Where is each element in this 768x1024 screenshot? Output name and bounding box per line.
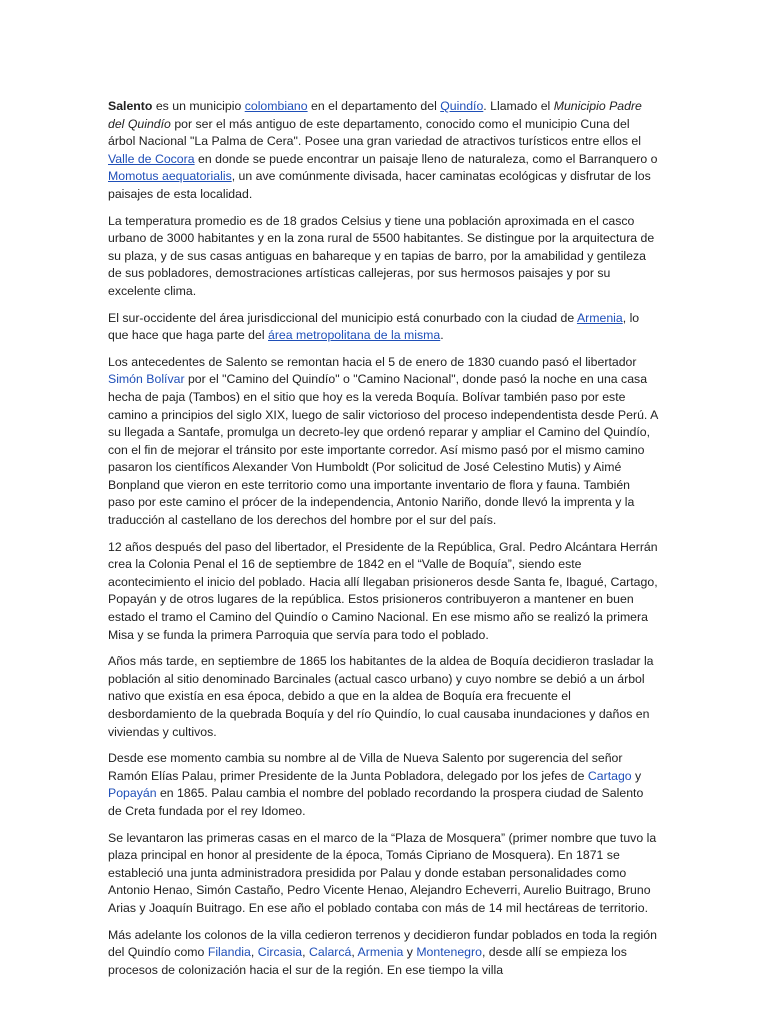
inline-link[interactable]: Quindío bbox=[440, 99, 484, 113]
text-run: Más adelante los colonos de la villa cedieron terrenos y decidieron fundar poblados en toda la región del Quindío como bbox=[108, 927, 657, 960]
bold-text: Salento bbox=[108, 99, 153, 113]
text-run: . bbox=[440, 328, 444, 343]
text-run: en el departamento del bbox=[307, 99, 441, 113]
inline-link[interactable]: colombiano bbox=[244, 99, 308, 113]
text-run: en 1865. Palau cambia el nombre del poblado recordando la prospera ciudad de Salento de Creta fundada por el rey Idomeo. bbox=[108, 786, 644, 818]
text-run: por ser el más antiguo de este departamento, conocido como el municipio Cuna del árbol Nacional "La Palma de Cera". Posee una gran variedad de atractivos turísticos entre ellos el bbox=[108, 116, 642, 149]
paragraph bbox=[108, 830, 658, 918]
text-run: , bbox=[302, 945, 309, 960]
text-run: y bbox=[631, 768, 642, 783]
text-run: Los antecedentes de Salento se remontan hacia el 5 de enero de 1830 cuando pasó el libertador bbox=[108, 354, 637, 369]
text-run: , bbox=[250, 945, 258, 960]
inline-link[interactable]: Momotus aequatorialis bbox=[108, 169, 232, 184]
inline-link[interactable]: Circasia bbox=[257, 945, 303, 960]
inline-link[interactable]: Valle de Cocora bbox=[108, 151, 195, 166]
text-run: Desde ese momento cambia su nombre al de Villa de Nueva Salento por sugerencia del señor Ramón Elías Palau, primer Presidente de la Junta Pobladora, delegado por los jefes de bbox=[108, 751, 623, 783]
text-run: Años más tarde, en septiembre de 1865 los habitantes de la aldea de Boquía decidieron trasladar la población al sitio denominado Barcinales (actual casco urbano) y cuyo nombre se debió a un árbol nativo que existía en esa época, debido a que en la aldea de Boquía era frecuente el desbordamiento de la quebrada Boquía y del río Quindío, lo cual causaba inundaciones y daños en viviendas y cultivos. bbox=[108, 654, 654, 739]
text-run: , desde allí se empieza los procesos de colonización hacia el sur de la región. En ese tiempo la villa bbox=[108, 945, 627, 977]
italic-text: Municipio Padre del Quindío bbox=[108, 99, 642, 131]
inline-link[interactable]: área metropolitana de la misma bbox=[268, 328, 441, 343]
text-run: El sur-occidente del área jurisdiccional del municipio está conurbado con la ciudad de bbox=[108, 310, 577, 325]
text-run: es un municipio bbox=[152, 99, 245, 113]
paragraph bbox=[108, 98, 658, 204]
paragraph bbox=[108, 653, 658, 741]
inline-link[interactable]: Armenia bbox=[576, 310, 623, 325]
text-run: La temperatura promedio es de 18 grados Celsius y tiene una población aproximada en el casco urbano de 3000 habitantes y en la zona rural de 5500 habitantes. Se distingue por la arquitectura de su plaza, y de sus casas antiguas en bahareque y en tapias de barro, por la amabilidad y gentileza de sus pobladores, demostraciones artísticas callejeras, por sus hermosos paisajes y por su excelente clima. bbox=[108, 213, 655, 298]
text-run: . Llamado el bbox=[483, 99, 554, 113]
inline-link[interactable]: Simón Bolívar bbox=[108, 372, 185, 387]
inline-link[interactable]: Cartago bbox=[587, 768, 632, 783]
paragraph bbox=[108, 213, 658, 301]
text-run: por el "Camino del Quindío" o "Camino Nacional", donde pasó la noche en una casa hecha de paja (Tambos) en el sitio que hoy es la vereda Boquía. Bolívar también paso por este camino a principios del siglo XIX, luego de salir victorioso del proceso independentista desde Perú. A su llegada a Santafe, promulga un decreto-ley que ordenó reparar y ampliar el Camino del Quindío, con el fin de mejorar el tránsito por este importante corredor. Así mismo pasó por el mismo camino pasaron los científicos Alexander Von Humboldt (Por solicitud de José Celestino Mutis) y Aimé Bonpland que vieron en este territorio como una importante inventario de flora y fauna. También paso por este camino el prócer de la independencia, Antonio Nariño, donde llevó la imprenta y la traducción al castellano de los derechos del hombre por el sur del país. bbox=[108, 372, 658, 528]
text-run: 12 años después del paso del libertador, el Presidente de la República, Gral. Pedro Alcántara Herrán crea la Colonia Penal el 16 de septiembre de 1842 en el “Valle de Boquía”, siendo este acontecimiento el inicio del poblado. Hacia allí llegaban prisioneros desde Santa fe, Ibagué, Cartago, Popayán y de otros lugares de la república. Estos prisioneros contribuyeron a mantener en buen estado el tramo el Camino del Quindío o Camino Nacional. En ese mismo año se realizó la primera Misa y se funda la primera Parroquia que servía para todo el poblado. bbox=[108, 539, 658, 642]
text-run: , bbox=[351, 945, 358, 960]
text-run: , un ave comúnmente divisada, hacer caminatas ecológicas y disfrutar de los paisajes de esta localidad. bbox=[108, 169, 651, 201]
inline-link[interactable]: Montenegro bbox=[416, 945, 482, 960]
paragraph bbox=[108, 354, 658, 530]
paragraph bbox=[108, 310, 658, 345]
paragraph bbox=[108, 539, 658, 645]
text-run: en donde se puede encontrar un paisaje lleno de naturaleza, como el Barranquero o bbox=[194, 151, 658, 166]
text-run: Se levantaron las primeras casas en el marco de la “Plaza de Mosquera” (primer nombre que tuvo la plaza principal en honor al presidente de la época, Tomás Cipriano de Mosquera). En 1871 se estableció una junta administradora presidida por Palau y donde estaban personalidades como Antonio Henao, Simón Castaño, Pedro Vicente Henao, Alejandro Echeverri, Aurelio Buitrago, Bruno Arias y Joaquín Buitrago. En ese año el poblado contaba con más de 14 mil hectáreas de territorio. bbox=[108, 830, 657, 915]
paragraph bbox=[108, 927, 658, 980]
inline-link[interactable]: Calarcá bbox=[309, 945, 352, 960]
article-body bbox=[108, 98, 658, 988]
inline-link[interactable]: Filandia bbox=[207, 945, 251, 960]
inline-link[interactable]: Armenia bbox=[357, 945, 404, 960]
inline-link[interactable]: Popayán bbox=[108, 786, 157, 801]
text-run: y bbox=[403, 945, 417, 960]
text-run: , lo que hace que haga parte del bbox=[108, 310, 640, 343]
paragraph bbox=[108, 750, 658, 820]
